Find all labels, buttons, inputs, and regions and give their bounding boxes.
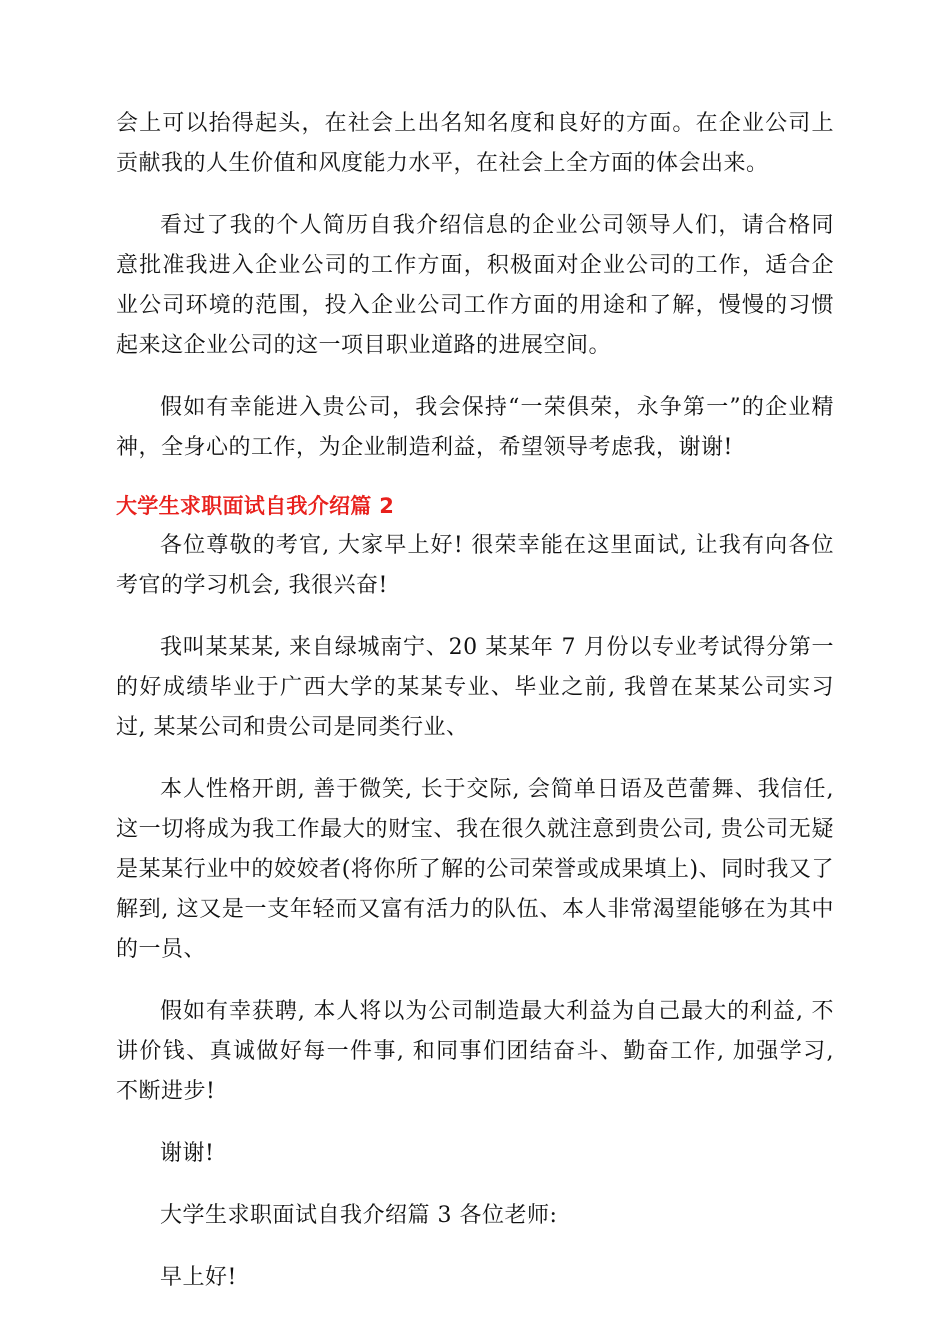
paragraph-7: 假如有幸获聘, 本人将以为公司制造最大利益为自己最大的利益, 不讲价钱、真诚做好每一件事, 和同事们团结奋斗、勤奋工作, 加强学习, 不断进步! <box>116 999 834 1104</box>
paragraph-5: 我叫某某某, 来自绿城南宁、20 某某年 7 月份以专业考试得分第一的好成绩毕业于广西大学的某某专业、毕业之前, 我曾在某某公司实习过, 某某公司和贵公司是同类行业、 <box>116 635 834 740</box>
paragraph-1: 会上可以抬得起头，在社会上出名知名度和良好的方面。在企业公司上贡献我的人生价值和风度能力水平，在社会上全方面的体会出来。 <box>116 111 834 176</box>
paragraph-3: 假如有幸能进入贵公司，我会保持“一荣俱荣，永争第一”的企业精神，全身心的工作，为企业制造利益，希望领导考虑我，谢谢! <box>116 395 834 460</box>
document-body <box>116 104 834 1298</box>
paragraph-6: 本人性格开朗, 善于微笑, 长于交际, 会简单日语及芭蕾舞、我信任, 这一切将成为我工作最大的财宝、我在很久就注意到贵公司, 贵公司无疑是某某行业中的姣姣者(将你所了解的公司荣誉或成果填上)、同时我又了解到, 这又是一支年轻而又富有活力的队伍、本人非常渴望能够在为其中的一员、 <box>116 777 834 962</box>
paragraph-9: 大学生求职面试自我介绍篇 3 各位老师: <box>160 1203 558 1228</box>
section-heading-2: 大学生求职面试自我介绍篇 2 <box>116 494 395 518</box>
paragraph-8: 谢谢! <box>160 1141 215 1166</box>
paragraph-10: 早上好! <box>160 1265 237 1290</box>
paragraph-4: 各位尊敬的考官, 大家早上好! 很荣幸能在这里面试, 让我有向各位考官的学习机会, 我很兴奋! <box>116 533 834 598</box>
paragraph-2: 看过了我的个人简历自我介绍信息的企业公司领导人们，请合格同意批准我进入企业公司的工作方面，积极面对企业公司的工作，适合企业公司环境的范围，投入企业公司工作方面的用途和了解，慢慢的习惯起来这企业公司的这一项目职业道路的进展空间。 <box>116 213 834 358</box>
